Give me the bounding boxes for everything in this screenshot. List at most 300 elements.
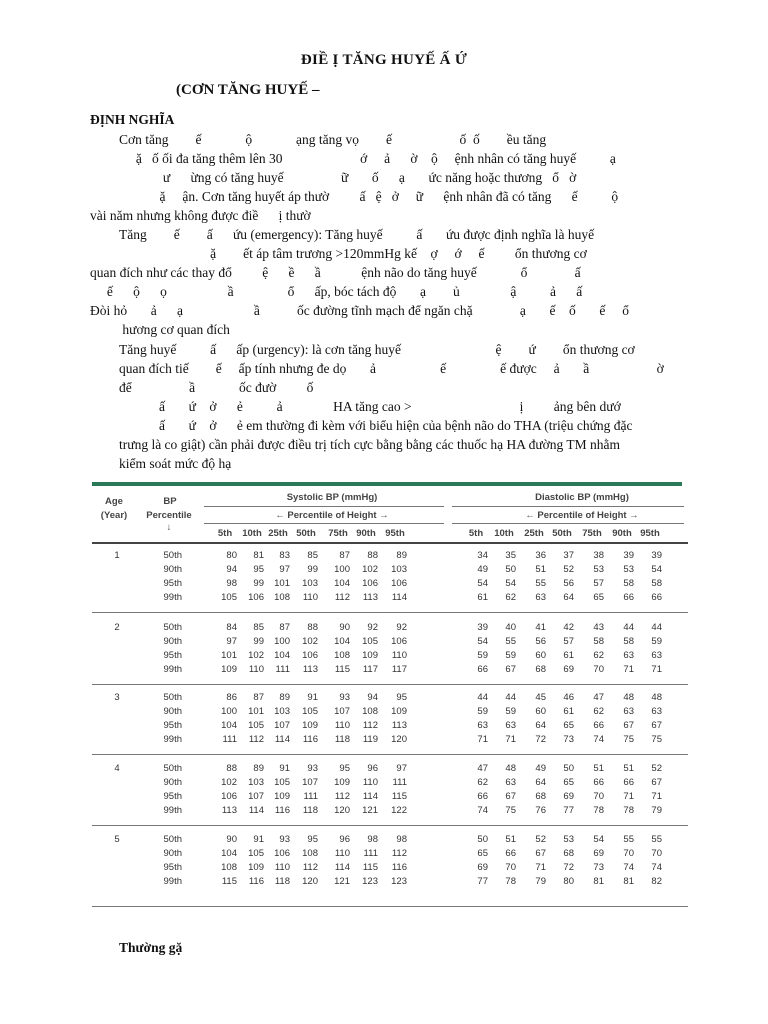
diastolic-value-cell: 67 [505,664,516,675]
diastolic-value-cell: 59 [505,706,516,717]
diastolic-value-cell: 73 [563,734,574,745]
paragraph-line: trưng là co giật) cần phải được điều trị tích cực bằng bằng các thuốc hạ HA đường TM nhằm [119,437,621,452]
paragraph-line: quan đích như các thay đổ ệ ề ầ ệnh não do tăng huyế ổ ấ [90,265,581,280]
diastolic-value-cell: 78 [505,876,516,887]
diastolic-value-cell: 56 [535,636,546,647]
diastolic-value-cell: 53 [563,834,574,845]
diastolic-value-cell: 54 [477,578,488,589]
systolic-value-cell: 85 [307,550,318,561]
paragraph-line: quan đích tiế ế ấp tính nhưng đe dọ ả ế ế được ả ầ ờ [119,361,664,376]
systolic-value-cell: 115 [221,876,237,887]
diastolic-value-cell: 69 [477,862,488,873]
diastolic-value-cell: 63 [623,706,634,717]
diastolic-value-cell: 54 [651,564,662,575]
group-separator [92,612,688,613]
systolic-value-cell: 120 [334,805,350,816]
header-height-diastolic: ← Percentile of Height → [525,510,639,521]
diastolic-value-cell: 50 [563,763,574,774]
diastolic-value-cell: 68 [563,848,574,859]
diastolic-value-cell: 71 [477,734,488,745]
systolic-value-cell: 106 [221,791,237,802]
systolic-value-cell: 89 [396,550,407,561]
diastolic-value-cell: 78 [623,805,634,816]
diastolic-value-cell: 50 [477,834,488,845]
diastolic-value-cell: 74 [477,805,488,816]
systolic-value-cell: 112 [362,720,378,731]
systolic-value-cell: 112 [391,848,407,859]
systolic-value-cell: 118 [274,876,290,887]
diastolic-value-cell: 66 [477,791,488,802]
systolic-value-cell: 110 [302,592,318,603]
section-heading-definition: ĐỊNH NGHĨA [90,112,175,127]
systolic-value-cell: 109 [248,862,264,873]
systolic-value-cell: 99 [253,578,264,589]
header-height-systolic: ← Percentile of Height → [275,510,389,521]
diastolic-value-cell: 39 [477,622,488,633]
diastolic-value-cell: 71 [505,734,516,745]
header-rule [452,506,684,507]
systolic-value-cell: 88 [367,550,378,561]
diastolic-value-cell: 65 [563,720,574,731]
systolic-height-col-95th: 95th [385,528,405,539]
systolic-value-cell: 97 [279,564,290,575]
systolic-value-cell: 96 [339,834,350,845]
systolic-value-cell: 108 [221,862,237,873]
diastolic-value-cell: 36 [535,550,546,561]
diastolic-value-cell: 73 [593,862,604,873]
diastolic-value-cell: 79 [535,876,546,887]
header-rule [204,523,444,524]
systolic-value-cell: 90 [339,622,350,633]
paragraph-line: để ầ ốc đườ ố [119,380,314,395]
bp-percentile-table [92,482,688,910]
diastolic-value-cell: 57 [563,636,574,647]
systolic-value-cell: 110 [334,848,350,859]
diastolic-value-cell: 74 [593,734,604,745]
systolic-value-cell: 95 [396,692,407,703]
diastolic-value-cell: 59 [477,706,488,717]
systolic-value-cell: 95 [339,763,350,774]
systolic-value-cell: 89 [253,763,264,774]
systolic-value-cell: 91 [279,763,290,774]
bp-percentile-cell: 90th [163,848,182,859]
systolic-value-cell: 87 [253,692,264,703]
paragraph-line: ế ộ ọ ầ ổ ấp, bóc tách độ ạ ủ ậ ả ấ [90,284,583,299]
diastolic-value-cell: 54 [505,578,516,589]
diastolic-value-cell: 44 [477,692,488,703]
systolic-value-cell: 95 [307,834,318,845]
systolic-value-cell: 112 [302,862,318,873]
systolic-value-cell: 111 [392,777,407,788]
systolic-value-cell: 102 [248,650,264,661]
age-cell: 1 [114,550,120,561]
systolic-value-cell: 110 [362,777,378,788]
header-systolic: Systolic BP (mmHg) [286,492,378,503]
diastolic-value-cell: 74 [651,862,662,873]
diastolic-height-col-5th: 5th [468,528,484,539]
diastolic-value-cell: 77 [563,805,574,816]
header-rule [204,506,444,507]
systolic-value-cell: 98 [226,578,237,589]
paragraph-line: Đòi hỏ ả ạ ầ ốc đường tĩnh mạch để ngăn chặ ạ ế ố ế ổ [90,303,629,318]
paragraph-line: Cơn tăng ế ộ ạng tăng vọ ế ố ố ều tăng [119,132,547,147]
diastolic-value-cell: 44 [651,622,662,633]
systolic-value-cell: 83 [279,550,290,561]
diastolic-height-col-75th: 75th [582,528,602,539]
systolic-value-cell: 103 [248,777,264,788]
systolic-value-cell: 105 [362,636,378,647]
systolic-value-cell: 104 [334,578,350,589]
diastolic-value-cell: 34 [477,550,488,561]
systolic-value-cell: 104 [221,848,237,859]
systolic-value-cell: 121 [334,876,350,887]
systolic-value-cell: 90 [226,834,237,845]
age-cell: 5 [114,834,120,845]
systolic-value-cell: 115 [362,862,378,873]
systolic-value-cell: 106 [391,636,407,647]
diastolic-value-cell: 74 [623,862,634,873]
bp-percentile-cell: 99th [163,805,182,816]
systolic-value-cell: 107 [274,720,290,731]
paragraph-line: ặ ố ối đa tăng thêm lên 30 ớ ả ờ ộ ệnh nhân có tăng huyế ạ [119,151,616,166]
diastolic-value-cell: 67 [651,720,662,731]
diastolic-value-cell: 51 [505,834,516,845]
systolic-value-cell: 110 [248,664,264,675]
systolic-value-cell: 95 [253,564,264,575]
systolic-value-cell: 123 [362,876,378,887]
diastolic-value-cell: 76 [535,805,546,816]
systolic-value-cell: 112 [248,734,264,745]
systolic-value-cell: 108 [274,592,290,603]
group-separator [92,684,688,685]
systolic-value-cell: 109 [391,706,407,717]
systolic-value-cell: 105 [274,777,290,788]
diastolic-value-cell: 63 [477,720,488,731]
diastolic-value-cell: 70 [651,848,662,859]
systolic-value-cell: 123 [391,876,407,887]
bp-percentile-cell: 99th [163,592,182,603]
diastolic-value-cell: 80 [563,876,574,887]
systolic-value-cell: 110 [274,862,290,873]
diastolic-value-cell: 82 [651,876,662,887]
diastolic-height-col-25th: 25th [524,528,544,539]
diastolic-value-cell: 64 [535,777,546,788]
diastolic-value-cell: 38 [593,550,604,561]
systolic-value-cell: 97 [396,763,407,774]
systolic-value-cell: 102 [302,636,318,647]
diastolic-value-cell: 58 [593,636,604,647]
systolic-value-cell: 109 [274,791,290,802]
diastolic-value-cell: 66 [505,848,516,859]
systolic-value-cell: 121 [362,805,378,816]
systolic-value-cell: 93 [339,692,350,703]
diastolic-value-cell: 65 [563,777,574,788]
systolic-value-cell: 116 [248,876,264,887]
diastolic-value-cell: 46 [563,692,574,703]
systolic-value-cell: 120 [391,734,407,745]
systolic-value-cell: 92 [367,622,378,633]
systolic-value-cell: 106 [274,848,290,859]
document-subtitle: (CƠN TĂNG HUYẾ – [176,82,320,98]
systolic-value-cell: 111 [303,791,318,802]
diastolic-value-cell: 63 [505,777,516,788]
systolic-value-cell: 100 [334,564,350,575]
systolic-value-cell: 113 [221,805,237,816]
bp-percentile-cell: 90th [163,777,182,788]
systolic-value-cell: 115 [391,791,407,802]
diastolic-value-cell: 62 [593,650,604,661]
diastolic-value-cell: 69 [593,848,604,859]
diastolic-value-cell: 51 [593,763,604,774]
diastolic-value-cell: 52 [651,763,662,774]
diastolic-value-cell: 71 [623,664,634,675]
diastolic-value-cell: 70 [593,791,604,802]
diastolic-value-cell: 68 [535,664,546,675]
paragraph-1 [90,130,713,225]
systolic-value-cell: 108 [362,706,378,717]
diastolic-value-cell: 47 [477,763,488,774]
diastolic-value-cell: 63 [535,592,546,603]
diastolic-value-cell: 50 [505,564,516,575]
diastolic-value-cell: 65 [477,848,488,859]
systolic-value-cell: 118 [334,734,350,745]
diastolic-value-cell: 51 [535,564,546,575]
header-bp: BP [163,496,177,507]
diastolic-value-cell: 60 [535,650,546,661]
systolic-value-cell: 103 [274,706,290,717]
systolic-value-cell: 118 [302,805,318,816]
document-title: ĐIỀ Ị TĂNG HUYẾ Ấ Ứ [300,52,468,68]
diastolic-value-cell: 43 [593,622,604,633]
diastolic-value-cell: 72 [563,862,574,873]
diastolic-value-cell: 66 [623,777,634,788]
paragraph-line: hương cơ quan đích [119,322,230,337]
bp-percentile-cell: 90th [163,706,182,717]
diastolic-value-cell: 55 [623,834,634,845]
diastolic-value-cell: 62 [477,777,488,788]
diastolic-value-cell: 44 [623,622,634,633]
bp-percentile-cell: 99th [163,876,182,887]
diastolic-value-cell: 44 [505,692,516,703]
systolic-value-cell: 111 [222,734,237,745]
bp-percentile-cell: 95th [163,862,182,873]
bp-percentile-cell: 95th [163,720,182,731]
systolic-value-cell: 115 [334,664,350,675]
diastolic-value-cell: 59 [505,650,516,661]
diastolic-value-cell: 63 [651,650,662,661]
systolic-value-cell: 93 [307,763,318,774]
systolic-value-cell: 100 [274,636,290,647]
paragraph-line: ấ ứ ở ẻ em thường đi kèm với biểu hiện của bệnh não do THA (triệu chứng đặc [159,418,633,433]
systolic-value-cell: 107 [334,706,350,717]
systolic-value-cell: 112 [334,592,350,603]
systolic-value-cell: 105 [221,592,237,603]
systolic-value-cell: 122 [391,805,407,816]
diastolic-value-cell: 49 [477,564,488,575]
paragraph-line: Tăng ế ấ ứu (emergency): Tăng huyế ấ ứu được định nghĩa là huyế [119,227,595,242]
systolic-value-cell: 116 [274,805,290,816]
diastolic-height-col-10th: 10th [494,528,514,539]
systolic-value-cell: 107 [248,791,264,802]
diastolic-value-cell: 72 [535,734,546,745]
bottom-heading: Thường gặ [119,940,183,955]
bp-percentile-cell: 50th [163,763,182,774]
paragraph-line: Tăng huyế ấ ấp (urgency): là cơn tăng huyế ệ ứ ổn thương cơ [119,342,635,357]
diastolic-value-cell: 81 [593,876,604,887]
systolic-value-cell: 87 [339,550,350,561]
paragraph-line: ư ừng có tăng huyế ữ ố ạ ức năng hoặc thương ổ ờ [119,170,577,185]
systolic-value-cell: 92 [396,622,407,633]
systolic-value-cell: 109 [362,650,378,661]
systolic-value-cell: 109 [221,664,237,675]
systolic-value-cell: 91 [253,834,264,845]
diastolic-value-cell: 42 [563,622,574,633]
diastolic-value-cell: 66 [593,720,604,731]
systolic-value-cell: 89 [279,692,290,703]
systolic-value-cell: 107 [302,777,318,788]
diastolic-value-cell: 66 [593,777,604,788]
systolic-value-cell: 117 [391,664,407,675]
systolic-value-cell: 109 [334,777,350,788]
bp-percentile-cell: 95th [163,578,182,589]
diastolic-value-cell: 75 [623,734,634,745]
diastolic-value-cell: 37 [563,550,574,561]
systolic-value-cell: 86 [226,692,237,703]
diastolic-value-cell: 58 [623,578,634,589]
diastolic-value-cell: 64 [563,592,574,603]
diastolic-value-cell: 58 [651,578,662,589]
diastolic-value-cell: 78 [593,805,604,816]
systolic-value-cell: 106 [391,578,407,589]
systolic-value-cell: 88 [307,622,318,633]
diastolic-value-cell: 55 [535,578,546,589]
systolic-value-cell: 85 [253,622,264,633]
table-top-rule [92,482,682,486]
diastolic-value-cell: 39 [651,550,662,561]
age-cell: 3 [114,692,120,703]
systolic-height-col-25th: 25th [268,528,288,539]
diastolic-value-cell: 71 [651,791,662,802]
diastolic-value-cell: 39 [623,550,634,561]
header-age: Age [105,496,123,507]
bp-percentile-cell: 50th [163,622,182,633]
systolic-value-cell: 113 [302,664,318,675]
systolic-value-cell: 114 [391,592,407,603]
diastolic-value-cell: 69 [563,791,574,802]
diastolic-value-cell: 75 [651,734,662,745]
systolic-value-cell: 87 [279,622,290,633]
diastolic-value-cell: 48 [505,763,516,774]
diastolic-value-cell: 63 [651,706,662,717]
diastolic-value-cell: 54 [477,636,488,647]
paragraph-line: ặ ận. Cơn tăng huyết áp thườ ấ ệ ở ữ ệnh nhân đã có tăng ế ộ [119,189,619,204]
systolic-value-cell: 105 [248,720,264,731]
systolic-value-cell: 119 [362,734,378,745]
diastolic-value-cell: 45 [535,692,546,703]
header-diastolic: Diastolic BP (mmHg) [535,492,629,503]
paragraph-4 [119,397,713,473]
diastolic-value-cell: 61 [563,706,574,717]
diastolic-value-cell: 55 [505,636,516,647]
diastolic-height-col-50th: 50th [552,528,572,539]
systolic-value-cell: 106 [248,592,264,603]
systolic-value-cell: 104 [274,650,290,661]
diastolic-value-cell: 61 [477,592,488,603]
table-bottom-rule [92,906,688,907]
group-separator [92,825,688,826]
systolic-value-cell: 108 [302,848,318,859]
bp-percentile-cell: 90th [163,636,182,647]
diastolic-value-cell: 55 [651,834,662,845]
systolic-value-cell: 105 [302,706,318,717]
diastolic-value-cell: 59 [477,650,488,661]
systolic-value-cell: 110 [391,650,407,661]
diastolic-height-col-95th: 95th [640,528,660,539]
diastolic-value-cell: 69 [563,664,574,675]
diastolic-value-cell: 49 [535,763,546,774]
systolic-value-cell: 111 [363,848,378,859]
header-year: (Year) [100,510,128,521]
diastolic-value-cell: 52 [535,834,546,845]
systolic-value-cell: 101 [248,706,264,717]
diastolic-value-cell: 63 [505,720,516,731]
header-bottom-rule [92,542,688,544]
systolic-value-cell: 109 [302,720,318,731]
paragraph-3 [119,340,713,397]
age-cell: 2 [114,622,120,633]
paragraph-line: kiểm soát mức độ hạ [119,456,232,471]
diastolic-value-cell: 70 [505,862,516,873]
systolic-value-cell: 98 [367,834,378,845]
diastolic-value-cell: 81 [623,876,634,887]
age-cell: 4 [114,763,120,774]
systolic-value-cell: 106 [362,578,378,589]
diastolic-value-cell: 53 [593,564,604,575]
systolic-value-cell: 93 [279,834,290,845]
bp-percentile-cell: 90th [163,564,182,575]
systolic-value-cell: 91 [307,692,318,703]
paragraph-line: ặ ết áp tâm trương >120mmHg kế ợ ớ ế ổn thương cơ [119,246,587,261]
diastolic-value-cell: 64 [535,720,546,731]
systolic-value-cell: 108 [334,650,350,661]
diastolic-value-cell: 56 [563,578,574,589]
systolic-value-cell: 103 [302,578,318,589]
diastolic-value-cell: 54 [593,834,604,845]
paragraph-line: vài năm nhưng không được điề ị thườ [90,208,311,223]
paragraph-line: ấ ứ ở ẻ ả HA tăng cao > ị ảng bên dướ [159,399,621,414]
bp-percentile-cell: 95th [163,791,182,802]
diastolic-value-cell: 66 [623,592,634,603]
systolic-value-cell: 110 [334,720,350,731]
diastolic-value-cell: 57 [593,578,604,589]
group-separator [92,754,688,755]
systolic-value-cell: 97 [226,636,237,647]
systolic-value-cell: 101 [221,650,237,661]
bp-percentile-cell: 50th [163,834,182,845]
systolic-value-cell: 101 [274,578,290,589]
diastolic-value-cell: 65 [593,592,604,603]
systolic-height-col-90th: 90th [356,528,376,539]
systolic-value-cell: 114 [362,791,378,802]
systolic-value-cell: 81 [253,550,264,561]
systolic-value-cell: 94 [367,692,378,703]
systolic-value-cell: 104 [221,720,237,731]
systolic-value-cell: 120 [302,876,318,887]
systolic-value-cell: 103 [391,564,407,575]
diastolic-value-cell: 62 [593,706,604,717]
diastolic-value-cell: 71 [623,791,634,802]
bp-percentile-cell: 99th [163,664,182,675]
